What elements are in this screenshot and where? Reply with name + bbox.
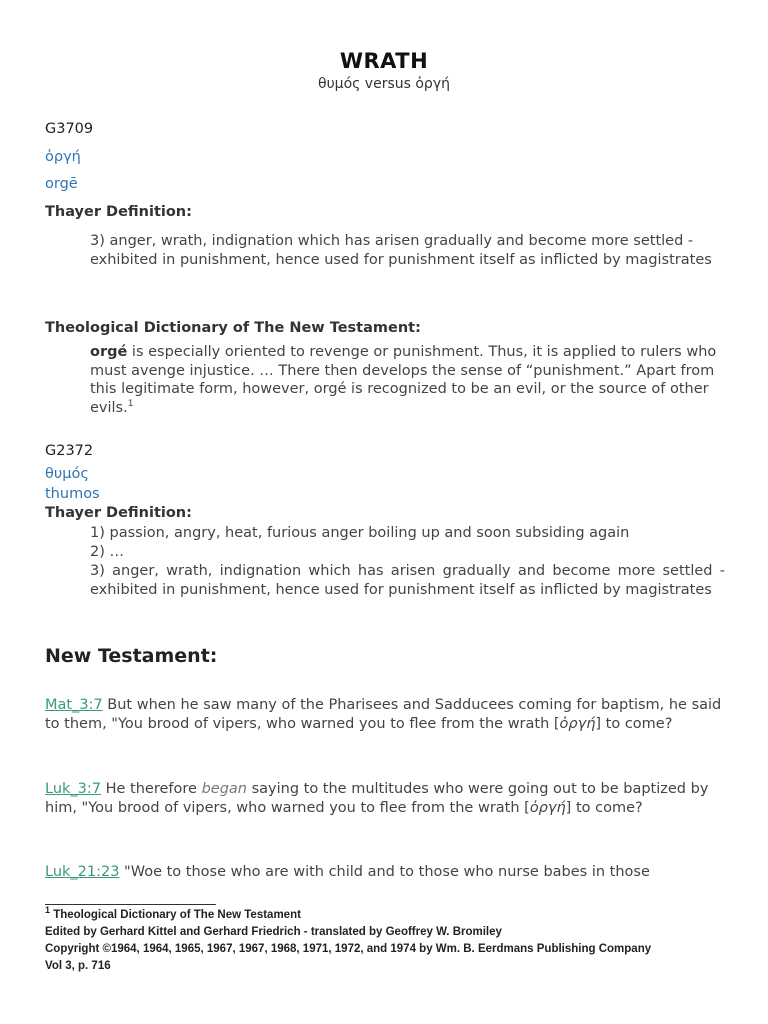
footnote-source-title: Theological Dictionary of The New Testament (50, 909, 301, 921)
verse-text-post: ] to come? (565, 799, 643, 816)
page-subtitle: θυμός versus ὀργή (318, 76, 450, 92)
thayer-label-2: Thayer Definition: (45, 505, 192, 521)
verse-text-pre: He therefore (101, 781, 202, 797)
transliteration-thumos: thumos (45, 486, 100, 502)
greek-word-orge: ὀργή (45, 149, 81, 165)
thayer-def-item-2: 2) … (90, 544, 124, 560)
page-title: WRATH (339, 49, 429, 73)
verse-luk-3-7 (45, 780, 725, 817)
tdnt-definition (90, 343, 725, 417)
footnote-separator (45, 904, 216, 905)
verse-link-mat-3-7[interactable]: Mat_3:7 (45, 697, 103, 713)
thayer-label-1: Thayer Definition: (45, 204, 192, 220)
thayer-def-item-1: 1) passion, angry, heat, furious anger boiling up and soon subsiding again (90, 525, 630, 541)
footnote-number: 1 (45, 905, 51, 916)
footnote-line-2: Edited by Gerhard Kittel and Gerhard Friedrich - translated by Geoffrey W. Bromiley (45, 926, 502, 938)
verse-text-pre: But when he saw many of the Pharisees and Sadducees coming for baptism, he said to them, "You brood of vipers, who warned you to flee from the wrath [ (45, 697, 722, 732)
transliteration-orge: orgē (45, 176, 78, 192)
verse-greek-word: ὀργή (559, 715, 596, 732)
footnote-marker: 1 (127, 398, 134, 409)
tdnt-text: is especially oriented to revenge or punishment. Thus, it is applied to rulers who must avenge injustice. … There then develops the sense of “punishment.” Apart from this legitimate form, however, orgé is recognized to be an evil, or the source of other evils. (90, 344, 717, 416)
verse-link-luk-21-23[interactable]: Luk_21:23 (45, 864, 120, 880)
tdnt-label: Theological Dictionary of The New Testament: (45, 320, 421, 336)
strongs-code-g2372: G2372 (45, 443, 94, 459)
verse-text-post: ] to come? (595, 715, 673, 732)
verse-text: "Woe to those who are with child and to those who nurse babes in those (119, 864, 650, 880)
verse-greek-word: ὀργή (529, 799, 566, 816)
greek-word-thumos: θυμός (45, 466, 89, 482)
verse-luk-21-23 (45, 863, 650, 882)
thayer-def-item-3: 3) anger, wrath, indignation which has arisen gradually and become more settled - exhibited in punishment, hence used for punishment itself as inflicted by magistrates (90, 563, 725, 598)
footnote-line-3: Copyright ©1964, 1964, 1965, 1967, 1967, 1968, 1971, 1972, and 1974 by Wm. B. Eerdmans Publishing Company (45, 943, 652, 955)
verse-link-luk-3-7[interactable]: Luk_3:7 (45, 781, 101, 797)
verse-text-mid: saying to the multitudes who were going out to be baptized by him, "You brood of vipers, who warned you to flee from the wrath [ (45, 781, 709, 816)
tdnt-term: orgé (90, 344, 128, 360)
verse-mat-3-7 (45, 696, 725, 733)
verse-italic-word: began (201, 781, 247, 797)
strongs-code-g3709: G3709 (45, 121, 94, 137)
new-testament-heading: New Testament: (45, 645, 218, 667)
thayer-definition-1: 3) anger, wrath, indignation which has arisen gradually and become more settled - exhibited in punishment, hence used for punishment itself as inflicted by magistrates (90, 233, 712, 268)
footnote-line-1 (45, 905, 301, 921)
footnote-line-4: Vol 3, p. 716 (45, 960, 111, 972)
